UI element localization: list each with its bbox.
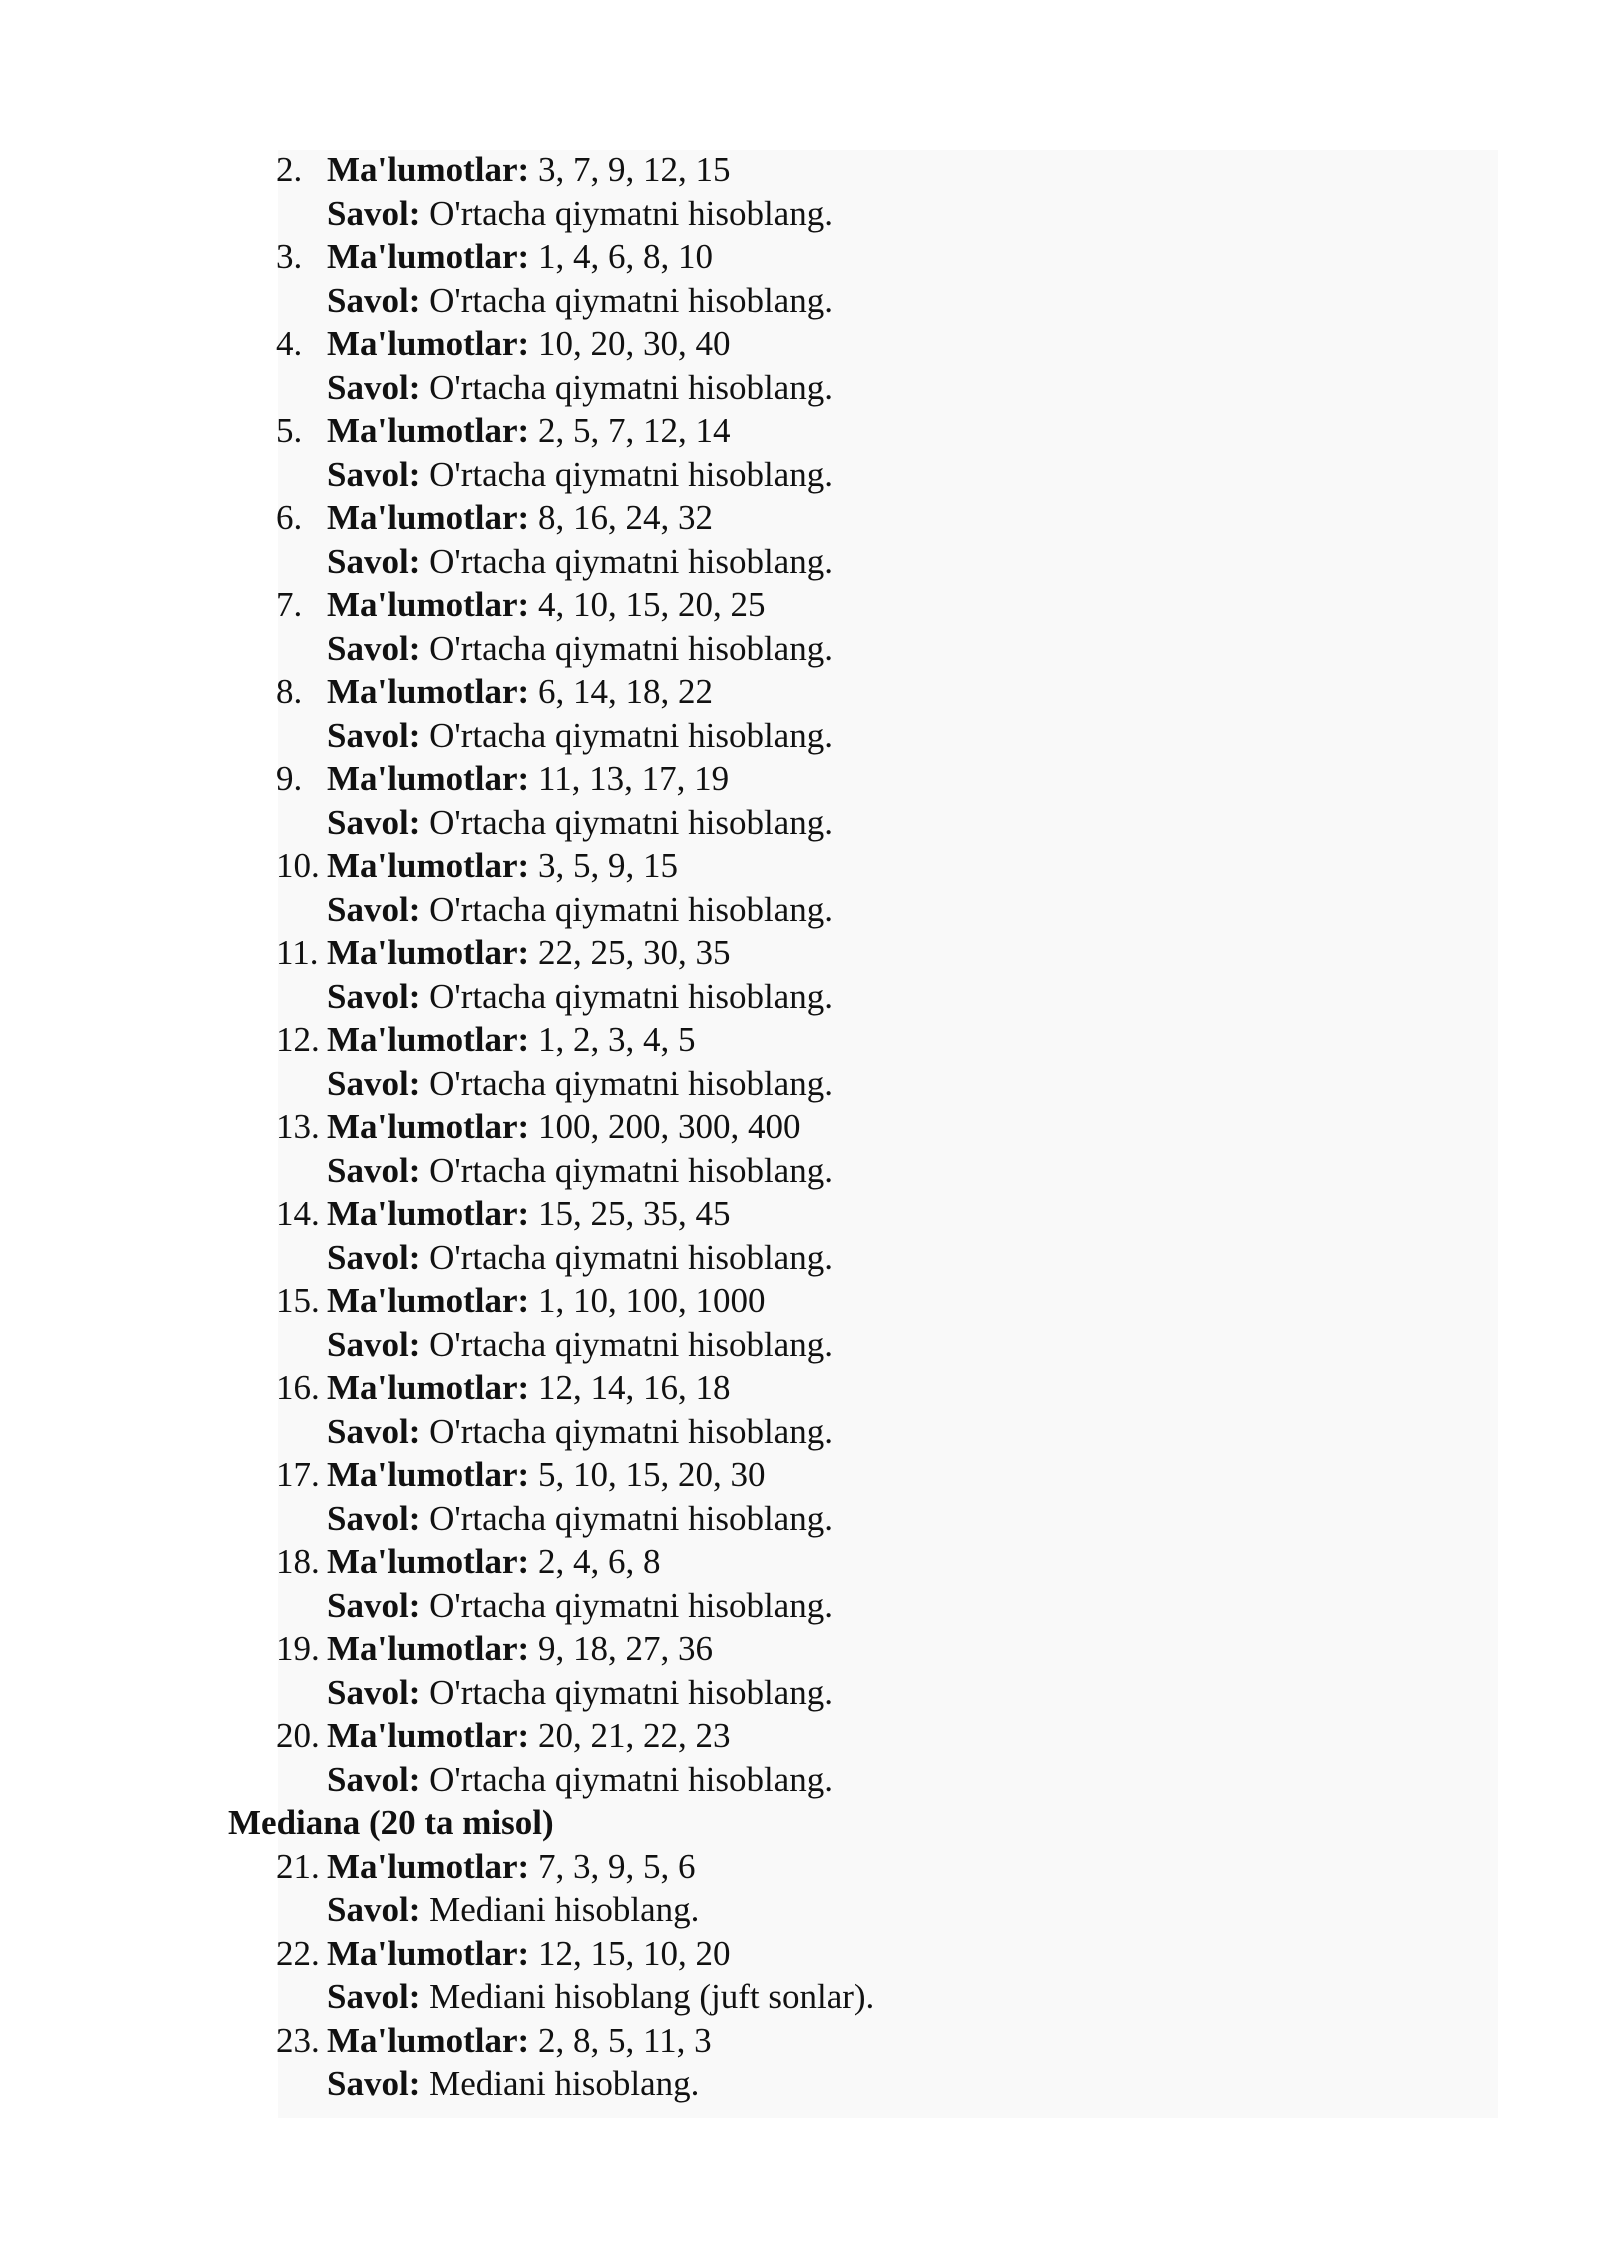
item-number: 18. <box>276 1542 320 1581</box>
data-label: Ma'lumotlar: <box>327 1542 530 1581</box>
data-label: Ma'lumotlar: <box>327 1107 530 1146</box>
item-number: 6. <box>276 498 303 537</box>
list-item-question <box>0 714 1600 758</box>
list-item-question <box>0 627 1600 671</box>
item-question-line <box>327 366 833 410</box>
question-text: O'rtacha qiymatni hisoblang. <box>429 1411 833 1451</box>
data-label: Ma'lumotlar: <box>327 672 530 711</box>
question-text: O'rtacha qiymatni hisoblang. <box>429 802 833 842</box>
question-text: O'rtacha qiymatni hisoblang. <box>429 628 833 668</box>
item-number: 4. <box>276 324 303 363</box>
list-item-question <box>0 1410 1600 1454</box>
item-number: 19. <box>276 1629 320 1668</box>
list-item-question <box>0 540 1600 584</box>
list-item <box>0 844 1600 888</box>
list-item <box>0 1105 1600 1149</box>
data-label: Ma'lumotlar: <box>327 1194 530 1233</box>
data-values: 1, 10, 100, 1000 <box>537 1281 766 1320</box>
list-item-question <box>0 801 1600 845</box>
item-question-line <box>327 1671 833 1715</box>
question-label: Savol: <box>327 976 421 1016</box>
item-number: 2. <box>276 150 303 189</box>
item-question-line <box>327 1149 833 1193</box>
data-values: 12, 14, 16, 18 <box>537 1368 731 1407</box>
data-label: Ma'lumotlar: <box>327 2020 530 2060</box>
question-label: Savol: <box>327 1890 421 1929</box>
item-number: 21. <box>276 1846 320 1886</box>
data-label: Ma'lumotlar: <box>327 150 530 189</box>
question-label: Savol: <box>327 889 421 929</box>
item-data-line <box>327 1627 713 1671</box>
list-item <box>0 931 1600 975</box>
data-values: 7, 3, 9, 5, 6 <box>537 1846 696 1886</box>
question-text: O'rtacha qiymatni hisoblang. <box>429 1498 833 1538</box>
item-data-line <box>327 1540 660 1584</box>
list-item <box>0 1932 1600 1976</box>
item-number: 10. <box>276 846 320 885</box>
list-item <box>0 670 1600 714</box>
question-text: Mediani hisoblang. <box>429 2064 700 2103</box>
item-data-line <box>327 1018 695 1062</box>
item-data-line <box>327 1279 765 1323</box>
question-text: O'rtacha qiymatni hisoblang. <box>429 1150 833 1190</box>
question-label: Savol: <box>327 193 421 233</box>
item-data-line <box>327 1714 730 1758</box>
item-data-line <box>327 409 730 453</box>
data-values: 5, 10, 15, 20, 30 <box>537 1455 766 1494</box>
data-values: 2, 8, 5, 11, 3 <box>537 2020 712 2060</box>
data-label: Ma'lumotlar: <box>327 1716 530 1755</box>
list-item-question <box>0 192 1600 236</box>
question-label: Savol: <box>327 1498 421 1538</box>
list-item-question <box>0 1062 1600 1106</box>
item-question-line <box>327 627 833 671</box>
data-label: Ma'lumotlar: <box>327 1933 530 1973</box>
list-item-question <box>0 1236 1600 1280</box>
question-text: O'rtacha qiymatni hisoblang. <box>429 367 833 407</box>
question-text: O'rtacha qiymatni hisoblang. <box>429 976 833 1016</box>
list-item <box>0 1845 1600 1889</box>
data-values: 3, 7, 9, 12, 15 <box>537 150 731 189</box>
list-item <box>0 322 1600 366</box>
data-label: Ma'lumotlar: <box>327 498 530 537</box>
list-item <box>0 235 1600 279</box>
question-label: Savol: <box>327 1759 421 1799</box>
list-item-question <box>0 1323 1600 1367</box>
list-item-question <box>0 888 1600 932</box>
item-number: 3. <box>276 237 303 276</box>
data-label: Ma'lumotlar: <box>327 1629 530 1668</box>
data-values: 20, 21, 22, 23 <box>537 1716 731 1755</box>
item-number: 22. <box>276 1933 320 1973</box>
item-data-line <box>327 1932 730 1976</box>
item-number: 12. <box>276 1020 320 1059</box>
item-data-line <box>327 322 730 366</box>
data-values: 1, 4, 6, 8, 10 <box>537 237 713 276</box>
data-label: Ma'lumotlar: <box>327 324 530 363</box>
data-values: 15, 25, 35, 45 <box>537 1194 731 1233</box>
list-item <box>0 1018 1600 1062</box>
list-item <box>0 409 1600 453</box>
data-values: 8, 16, 24, 32 <box>537 498 713 537</box>
item-data-line <box>327 1453 765 1497</box>
list-item <box>0 757 1600 801</box>
question-label: Savol: <box>327 1150 421 1190</box>
data-label: Ma'lumotlar: <box>327 846 530 885</box>
question-text: O'rtacha qiymatni hisoblang. <box>429 1237 833 1277</box>
list-item <box>0 496 1600 540</box>
question-label: Savol: <box>327 1585 421 1625</box>
list-item <box>0 1627 1600 1671</box>
list-item-question <box>0 1584 1600 1628</box>
item-question-line <box>327 1062 833 1106</box>
data-label: Ma'lumotlar: <box>327 1020 530 1059</box>
list-item <box>0 2019 1600 2063</box>
item-question-line <box>327 714 833 758</box>
item-question-line <box>327 1888 699 1932</box>
data-label: Ma'lumotlar: <box>327 1281 530 1320</box>
item-question-line <box>327 540 833 584</box>
question-text: O'rtacha qiymatni hisoblang. <box>429 1672 833 1712</box>
item-number: 9. <box>276 759 303 798</box>
data-label: Ma'lumotlar: <box>327 933 530 972</box>
data-label: Ma'lumotlar: <box>327 585 530 624</box>
list-item <box>0 583 1600 627</box>
question-label: Savol: <box>327 1237 421 1277</box>
item-number: 14. <box>276 1194 320 1233</box>
question-label: Savol: <box>327 715 421 755</box>
section-heading-line <box>0 1801 1600 1845</box>
question-label: Savol: <box>327 802 421 842</box>
item-question-line <box>327 1975 874 2019</box>
item-number: 5. <box>276 411 303 450</box>
list-item-question <box>0 1497 1600 1541</box>
list-item-question <box>0 1975 1600 2019</box>
item-data-line <box>327 670 713 714</box>
list-item <box>0 1714 1600 1758</box>
item-question-line <box>327 975 833 1019</box>
list-item <box>0 1453 1600 1497</box>
item-data-line <box>327 2019 712 2063</box>
list-item-question <box>0 1758 1600 1802</box>
list-item-question <box>0 1671 1600 1715</box>
data-values: 4, 10, 15, 20, 25 <box>537 585 766 624</box>
question-text: O'rtacha qiymatni hisoblang. <box>429 454 833 494</box>
list-item-question <box>0 279 1600 323</box>
data-label: Ma'lumotlar: <box>327 1455 530 1494</box>
item-data-line <box>327 757 729 801</box>
question-label: Savol: <box>327 541 421 581</box>
data-values: 12, 15, 10, 20 <box>537 1933 731 1973</box>
item-data-line <box>327 148 730 192</box>
data-values: 10, 20, 30, 40 <box>537 324 731 363</box>
item-question-line <box>327 1236 833 1280</box>
list-item <box>0 148 1600 192</box>
question-label: Savol: <box>327 1063 421 1103</box>
document-content <box>0 148 1600 2106</box>
question-text: O'rtacha qiymatni hisoblang. <box>429 280 833 320</box>
item-question-line <box>327 801 833 845</box>
question-text: O'rtacha qiymatni hisoblang. <box>429 1585 833 1625</box>
item-number: 16. <box>276 1368 320 1407</box>
item-question-line <box>327 1323 833 1367</box>
list-item <box>0 1366 1600 1410</box>
item-question-line <box>327 279 833 323</box>
item-question-line <box>327 888 833 932</box>
question-label: Savol: <box>327 454 421 494</box>
question-text: O'rtacha qiymatni hisoblang. <box>429 1063 833 1103</box>
item-number: 7. <box>276 585 303 624</box>
list-item-question <box>0 2062 1600 2106</box>
list-item <box>0 1279 1600 1323</box>
item-data-line <box>327 1192 730 1236</box>
data-label: Ma'lumotlar: <box>327 759 530 798</box>
question-label: Savol: <box>327 280 421 320</box>
data-label: Ma'lumotlar: <box>327 411 530 450</box>
data-values: 6, 14, 18, 22 <box>537 672 713 711</box>
data-label: Ma'lumotlar: <box>327 237 530 276</box>
question-label: Savol: <box>327 1411 421 1451</box>
item-data-line <box>327 931 730 975</box>
item-data-line <box>327 1105 800 1149</box>
item-number: 11. <box>276 933 319 972</box>
item-question-line <box>327 192 833 236</box>
item-question-line <box>327 1584 833 1628</box>
question-label: Savol: <box>327 628 421 668</box>
question-text: O'rtacha qiymatni hisoblang. <box>429 889 833 929</box>
item-number: 8. <box>276 672 303 711</box>
data-values: 1, 2, 3, 4, 5 <box>537 1020 696 1059</box>
question-text: Mediani hisoblang (juft sonlar). <box>429 1977 875 2016</box>
item-number: 13. <box>276 1107 320 1146</box>
question-text: O'rtacha qiymatni hisoblang. <box>429 715 833 755</box>
item-question-line <box>327 2062 699 2106</box>
data-values: 2, 4, 6, 8 <box>537 1542 661 1581</box>
list-item-question <box>0 1149 1600 1193</box>
item-number: 20. <box>276 1716 320 1755</box>
question-text: O'rtacha qiymatni hisoblang. <box>429 1759 833 1799</box>
item-data-line <box>327 844 678 888</box>
item-data-line <box>327 235 713 279</box>
list-item-question <box>0 366 1600 410</box>
list-item-question <box>0 975 1600 1019</box>
question-label: Savol: <box>327 367 421 407</box>
data-values: 11, 13, 17, 19 <box>537 759 730 798</box>
question-text: O'rtacha qiymatni hisoblang. <box>429 193 833 233</box>
item-data-line <box>327 583 765 627</box>
item-question-line <box>327 1410 833 1454</box>
data-values: 3, 5, 9, 15 <box>537 846 678 885</box>
data-values: 100, 200, 300, 400 <box>537 1107 801 1146</box>
list-item-question <box>0 1888 1600 1932</box>
data-values: 2, 5, 7, 12, 14 <box>537 411 731 450</box>
question-label: Savol: <box>327 2064 421 2103</box>
list-item <box>0 1192 1600 1236</box>
item-data-line <box>327 1366 730 1410</box>
question-text: O'rtacha qiymatni hisoblang. <box>429 541 833 581</box>
item-question-line <box>327 453 833 497</box>
item-number: 15. <box>276 1281 320 1320</box>
question-text: Mediani hisoblang. <box>429 1890 700 1929</box>
item-data-line <box>327 496 713 540</box>
list-item <box>0 1540 1600 1584</box>
data-label: Ma'lumotlar: <box>327 1846 530 1886</box>
item-number: 23. <box>276 2020 320 2060</box>
question-label: Savol: <box>327 1324 421 1364</box>
section-heading: Mediana (20 ta misol) <box>228 1803 554 1842</box>
item-number: 17. <box>276 1455 320 1494</box>
question-text: O'rtacha qiymatni hisoblang. <box>429 1324 833 1364</box>
question-label: Savol: <box>327 1977 421 2016</box>
question-label: Savol: <box>327 1672 421 1712</box>
item-question-line <box>327 1758 833 1802</box>
item-data-line <box>327 1845 695 1889</box>
list-item-question <box>0 453 1600 497</box>
item-question-line <box>327 1497 833 1541</box>
data-values: 22, 25, 30, 35 <box>537 933 731 972</box>
data-label: Ma'lumotlar: <box>327 1368 530 1407</box>
data-values: 9, 18, 27, 36 <box>537 1629 713 1668</box>
